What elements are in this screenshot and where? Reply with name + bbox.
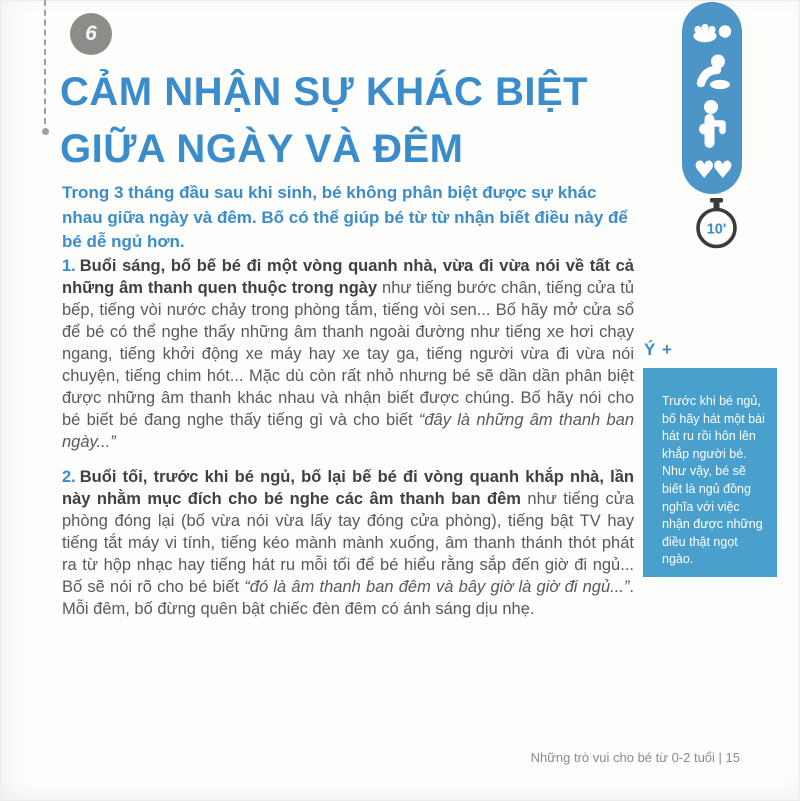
paragraph-2-tail: . Mỗi đêm, bố đừng quên bật chiếc đèn đêm có ánh sáng dịu nhẹ.: [62, 578, 634, 618]
paragraph-2-bold: Buổi tối, trước khi bé ngủ, bố lại bế bé đi vòng quanh khắp nhà, lần này nhằm mục đích cho bé nghe các âm thanh ban đêm: [62, 468, 634, 508]
two-hearts-icon: ♥♥: [693, 156, 731, 184]
activity-icon-panel: [682, 2, 742, 194]
paragraph-1-number: 1.: [62, 257, 76, 275]
dotted-guide-line: [44, 0, 46, 124]
paragraph-1: [62, 255, 634, 453]
page-title-line1: CẢM NHẬN SỰ KHÁC BIỆT: [60, 70, 589, 114]
paragraph-2-text: như tiếng cửa phòng đóng lại (bố vừa nói vừa lấy tay đóng cửa phòng), tiếng bật TV hay tiếng tắt máy vi tính, tiếng kéo mành mành xuống, âm thanh thánh thót phát ra từ hộp nhạc hay tiếng hát ru mỗi tối để bé hiểu rằng sắp đến giờ đi ngủ... Bố sẽ nói rõ cho bé biết: [62, 490, 634, 596]
paragraph-2: [62, 466, 634, 620]
intro-paragraph: Trong 3 tháng đầu sau khi sinh, bé không phân biệt được sự khác nhau giữa ngày và đêm. Bố có thể giúp bé từ từ nhận biết điều này để bé dễ ngủ hơn.: [62, 183, 628, 251]
paragraph-2-quote: “đó là âm thanh ban đêm và bây giờ là giờ đi ngủ...”: [244, 578, 630, 596]
page-title: [60, 64, 660, 178]
body-text: [62, 255, 634, 633]
dotted-guide-dot: [42, 128, 49, 135]
baby-crawling-icon: [692, 54, 732, 90]
page-footer: Những trò vui cho bé từ 0-2 tuổi | 15: [530, 750, 740, 765]
paragraph-1-text: như tiếng bước chân, tiếng cửa tủ bếp, tiếng vòi nước chảy trong phòng tắm, tiếng vòi sen... Bố hãy mở cửa sổ để bé có thể nghe thấy những âm thanh ngoài đường như tiếng xe hơi chạy ngang, tiếng khởi động xe máy hay xe tay ga, tiếng người vừa đi vừa nói chuyện, tiếng chim hót... Mặc dù còn rất nhỏ nhưng bé sẽ dần dần phân biệt được những âm thanh khác nhau và nhận biết được chúng. Bố hãy nói cho bé biết bé đang nghe thấy tiếng gì và cho biết: [62, 279, 635, 429]
stopwatch-button: [710, 198, 723, 203]
toddler-standing-icon: [695, 100, 729, 150]
paragraph-2-number: 2.: [62, 468, 76, 486]
tip-box: Trước khi bé ngủ, bố hãy hát một bài hát ru rồi hôn lên khắp người bé. Như vậy, bé sẽ biết là ngủ đồng nghĩa với việc nhận được những điều thật ngọt ngào.: [643, 368, 777, 577]
paragraph-1-quote: “đây là những âm thanh ban ngày...”: [62, 411, 635, 451]
duration-stopwatch: [693, 198, 741, 252]
paragraph-1-bold: Buổi sáng, bố bế bé đi một vòng quanh nhà, vừa đi vừa nói về tất cả những âm thanh quen thuộc trong ngày: [62, 257, 634, 297]
page-title-line2: GIỮA NGÀY VÀ ĐÊM: [60, 127, 464, 171]
duration-label: 10': [706, 221, 727, 238]
tip-section-label: Ý +: [644, 340, 673, 359]
chapter-number-badge: 6: [70, 13, 112, 55]
baby-lying-icon: [692, 18, 732, 44]
